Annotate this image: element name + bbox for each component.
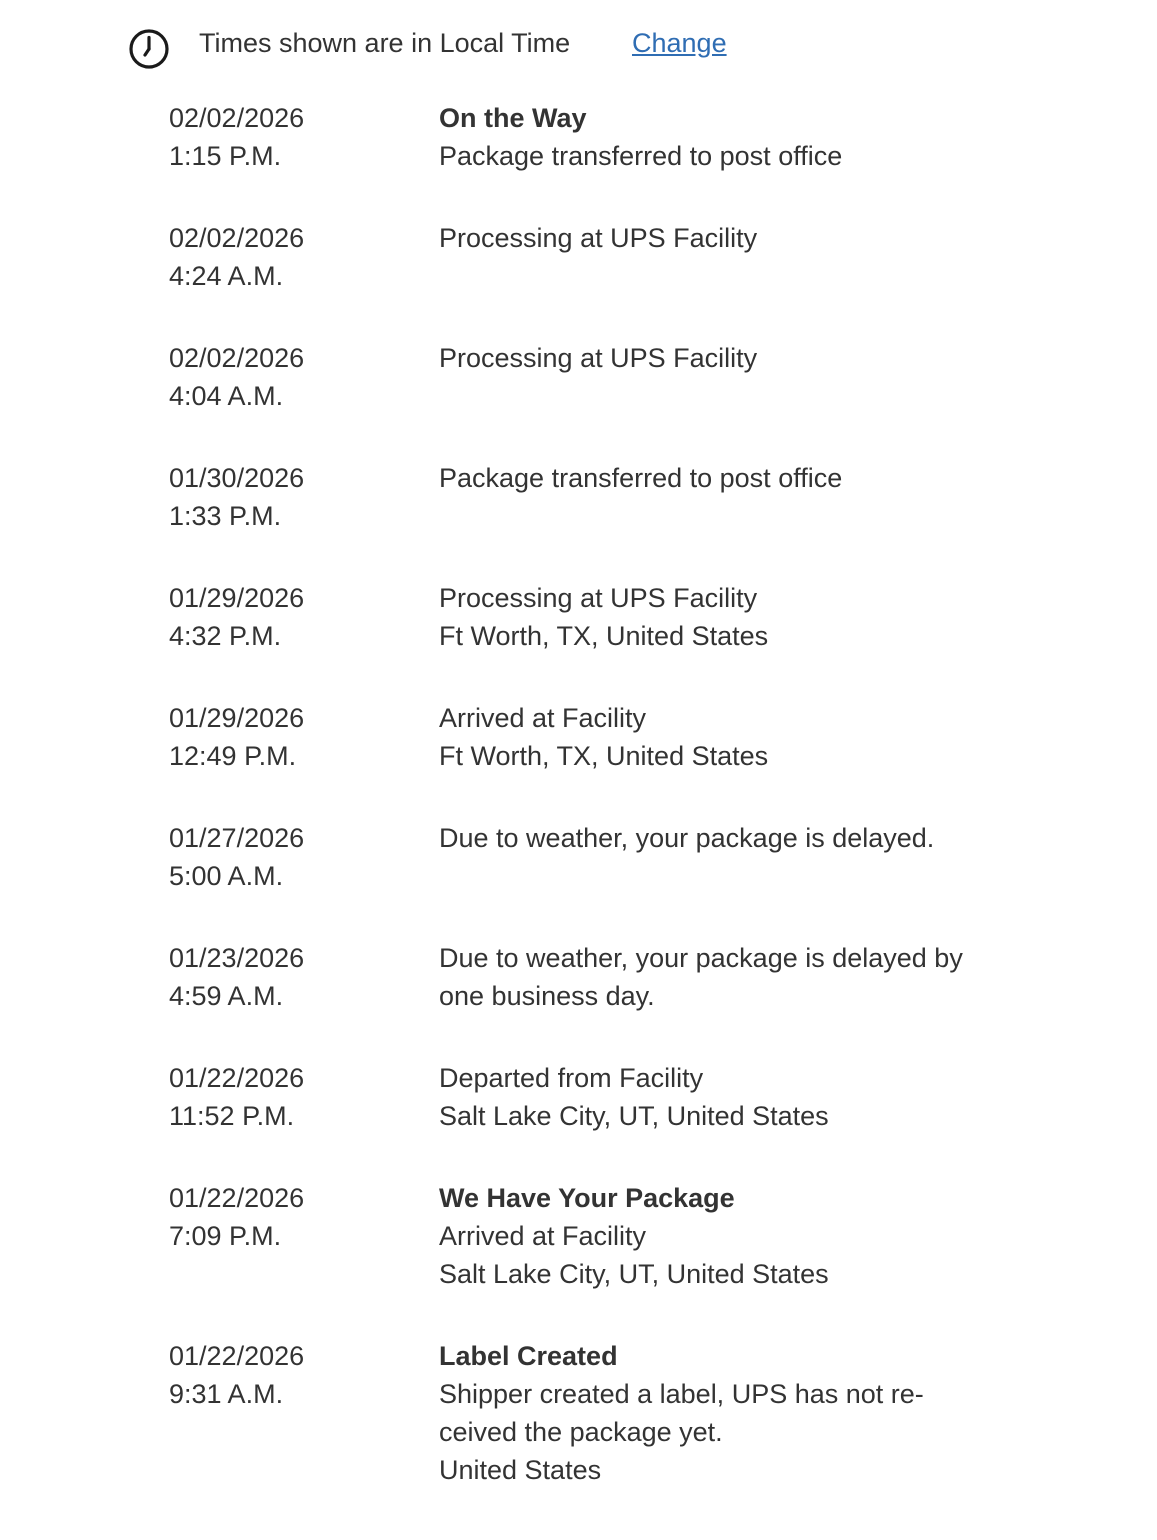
event-description-line: United States: [439, 1455, 602, 1485]
event-description-line: Ft Worth, TX, United States: [439, 621, 769, 651]
event-time: 7:09 P.M.: [169, 1221, 282, 1251]
tracking-event: [0, 699, 1157, 775]
event-timestamp: [169, 819, 409, 895]
event-date: 02/02/2026: [169, 343, 305, 373]
event-details: [439, 579, 999, 655]
tracking-event: [0, 1179, 1157, 1293]
event-date: 01/22/2026: [169, 1063, 305, 1093]
event-details: [439, 459, 999, 497]
event-date: 01/29/2026: [169, 583, 305, 613]
event-description-line: one business day.: [439, 981, 655, 1011]
event-details: [439, 99, 999, 175]
event-details: [439, 1059, 999, 1135]
event-description-line: Salt Lake City, UT, United States: [439, 1259, 829, 1289]
event-timestamp: [169, 939, 409, 1015]
event-details: [439, 819, 999, 857]
event-timestamp: [169, 219, 409, 295]
event-description-line: Processing at UPS Facility: [439, 583, 758, 613]
tracking-event: [0, 819, 1157, 895]
timezone-bar: [128, 20, 1028, 70]
event-status: Label Created: [439, 1341, 618, 1371]
event-details: [439, 1179, 999, 1293]
event-timestamp: [169, 1059, 409, 1135]
event-timestamp: [169, 1337, 409, 1413]
event-timestamp: [169, 339, 409, 415]
change-timezone-link[interactable]: Change: [632, 28, 727, 58]
event-time: 5:00 A.M.: [169, 861, 284, 891]
tracking-event: [0, 579, 1157, 655]
event-date: 01/30/2026: [169, 463, 305, 493]
event-description-line: Arrived at Facility: [439, 703, 647, 733]
event-date: 01/29/2026: [169, 703, 305, 733]
event-details: [439, 219, 999, 257]
tracking-event: [0, 99, 1157, 175]
event-time: 9:31 A.M.: [169, 1379, 284, 1409]
event-description-line: Package transferred to post office: [439, 141, 843, 171]
event-timestamp: [169, 99, 409, 175]
event-details: [439, 1337, 999, 1489]
tracking-event: [0, 1337, 1157, 1489]
event-timestamp: [169, 579, 409, 655]
tracking-event: [0, 219, 1157, 295]
timezone-label: Times shown are in Local Time: [199, 28, 571, 58]
event-description-line: Shipper created a label, UPS has not re-: [439, 1379, 924, 1409]
event-status: On the Way: [439, 103, 587, 133]
event-description-line: Ft Worth, TX, United States: [439, 741, 769, 771]
event-date: 02/02/2026: [169, 103, 305, 133]
event-timestamp: [169, 1179, 409, 1255]
event-description-line: Salt Lake City, UT, United States: [439, 1101, 829, 1131]
event-timestamp: [169, 699, 409, 775]
event-description-line: Package transferred to post office: [439, 463, 843, 493]
clock-icon: [128, 28, 170, 70]
event-time: 4:24 A.M.: [169, 261, 284, 291]
event-time: 4:32 P.M.: [169, 621, 282, 651]
event-time: 4:59 A.M.: [169, 981, 284, 1011]
event-description-line: Due to weather, your package is delayed by: [439, 943, 963, 973]
event-details: [439, 339, 999, 377]
event-time: 12:49 P.M.: [169, 741, 297, 771]
event-description-line: Arrived at Facility: [439, 1221, 647, 1251]
event-date: 01/22/2026: [169, 1341, 305, 1371]
event-description-line: Due to weather, your package is delayed.: [439, 823, 935, 853]
event-status: We Have Your Package: [439, 1183, 735, 1213]
event-details: [439, 939, 999, 1015]
event-time: 4:04 A.M.: [169, 381, 284, 411]
event-time: 1:15 P.M.: [169, 141, 282, 171]
event-description-line: Processing at UPS Facility: [439, 223, 758, 253]
event-description-line: Processing at UPS Facility: [439, 343, 758, 373]
event-time: 1:33 P.M.: [169, 501, 282, 531]
tracking-event: [0, 1059, 1157, 1135]
event-description-line: Departed from Facility: [439, 1063, 704, 1093]
event-date: 01/22/2026: [169, 1183, 305, 1213]
event-details: [439, 699, 999, 775]
tracking-event: [0, 459, 1157, 535]
event-description-line: ceived the package yet.: [439, 1417, 723, 1447]
event-date: 01/23/2026: [169, 943, 305, 973]
tracking-event: [0, 939, 1157, 1015]
event-date: 02/02/2026: [169, 223, 305, 253]
tracking-event: [0, 339, 1157, 415]
event-timestamp: [169, 459, 409, 535]
event-time: 11:52 P.M.: [169, 1101, 295, 1131]
tracking-history-list: [0, 99, 1157, 1533]
event-date: 01/27/2026: [169, 823, 305, 853]
